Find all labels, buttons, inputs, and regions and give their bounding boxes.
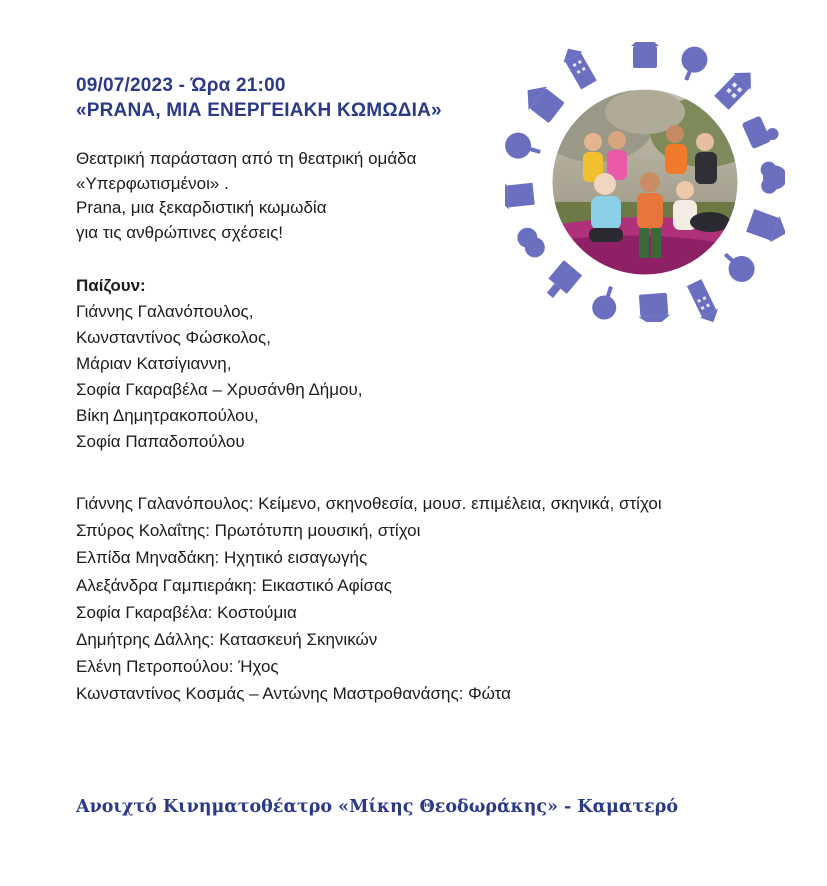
intro-line: Θεατρική παράσταση από τη θεατρική ομάδα bbox=[76, 149, 417, 168]
event-heading bbox=[76, 73, 442, 123]
crew-credit: Κωνσταντίνος Κοσμάς – Αντώνης Μαστροθανάσης: Φώτα bbox=[76, 684, 511, 704]
cast-member: Σοφία Παπαδοπούλου bbox=[76, 432, 245, 451]
intro-line: Prana, μια ξεκαρδιστική κωμωδία bbox=[76, 198, 327, 217]
crew-credit: Ελένη Πετροπούλου: Ήχος bbox=[76, 657, 279, 677]
event-photo-emblem bbox=[505, 42, 785, 322]
crew-credit: Ελπίδα Μηναδάκη: Ηχητικό εισαγωγής bbox=[76, 548, 368, 568]
crew-credit: Σοφία Γκαραβέλα: Κοστούμια bbox=[76, 602, 297, 622]
crew-credit: Αλεξάνδρα Γαμπιεράκη: Εικαστικό Αφίσας bbox=[76, 575, 392, 595]
crew-credit: Γιάννης Γαλανόπουλος: Κείμενο, σκηνοθεσία, μουσ. επιμέλεια, σκηνικά, στίχοι bbox=[76, 494, 662, 513]
event-title: «PRANA, ΜΙΑ ΕΝΕΡΓΕΙΑΚΗ ΚΩΜΩΔΙΑ» bbox=[76, 100, 442, 121]
event-date-time: 09/07/2023 - Ώρα 21:00 bbox=[76, 75, 286, 96]
cast-list bbox=[76, 273, 363, 455]
venue-footer: Ανοιχτό Κινηματοθέατρο «Μίκης Θεοδωράκης» - Καματερό bbox=[76, 797, 679, 817]
cast-member: Γιάννης Γαλανόπουλος, bbox=[76, 302, 254, 321]
intro-line: «Υπερφωτισμένοι» . bbox=[76, 173, 229, 193]
cast-member: Βίκη Δημητρακοπούλου, bbox=[76, 406, 259, 425]
crew-credit: Σπύρος Κολαΐτης: Πρωτότυπη μουσική, στίχοι bbox=[76, 521, 421, 541]
group-photo bbox=[535, 82, 760, 282]
cast-member: Κωνσταντίνος Φώσκολος, bbox=[76, 328, 271, 347]
cast-member: Σοφία Γκαραβέλα – Χρυσάνθη Δήμου, bbox=[76, 380, 363, 399]
crew-credits bbox=[76, 490, 662, 708]
cast-member: Μάριαν Κατσίγιαννη, bbox=[76, 354, 232, 373]
cast-title: Παίζουν: bbox=[76, 276, 146, 295]
intro-line: για τις ανθρώπινες σχέσεις! bbox=[76, 222, 283, 242]
crew-credit: Δημήτρης Δάλλης: Κατασκευή Σκηνικών bbox=[76, 630, 378, 650]
intro-paragraph bbox=[76, 147, 416, 245]
